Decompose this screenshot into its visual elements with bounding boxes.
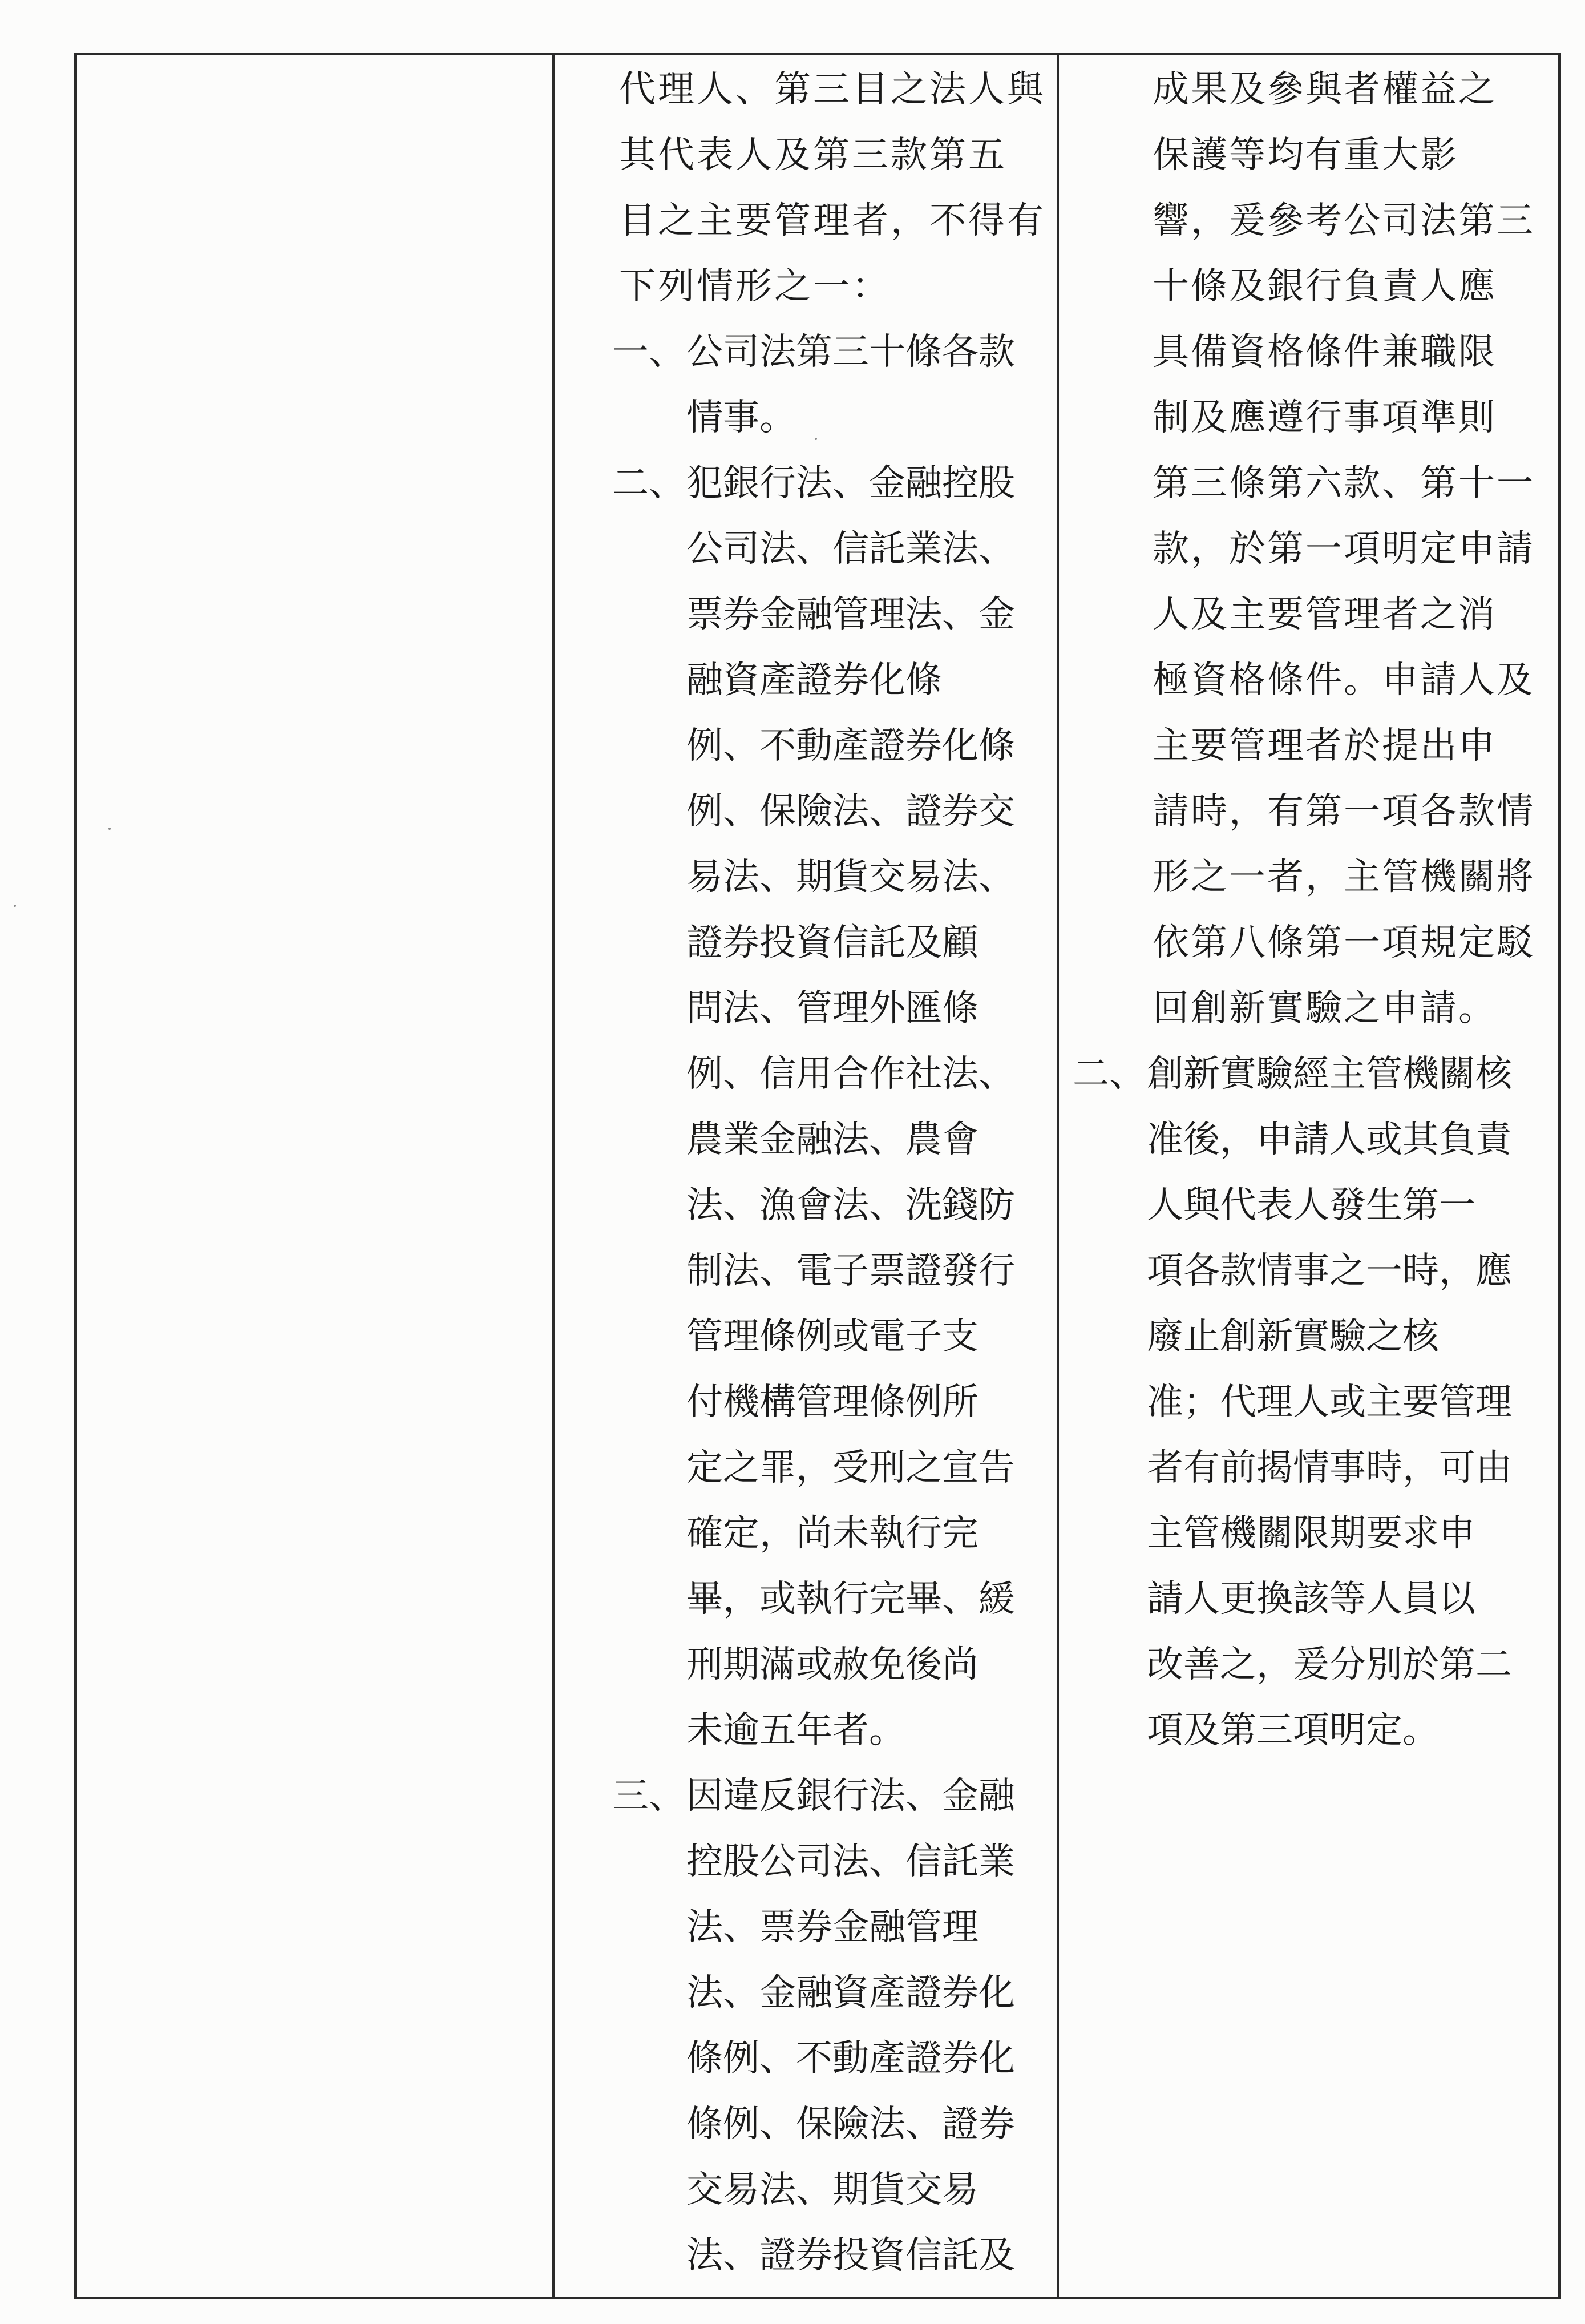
scan-speck	[108, 828, 111, 830]
text-line: 定之罪，受刑之宣告	[686, 1447, 1015, 1489]
text-line: 證券投資信託及顧	[686, 922, 979, 964]
text-line: 問法、管理外匯條	[686, 987, 979, 1030]
text-line: 法、證券投資信託及	[686, 2234, 1015, 2277]
text-line: 代理人、第三目之法人與	[619, 68, 1046, 111]
text-line: 管理條例或電子支	[686, 1316, 979, 1358]
explanation-intro	[1073, 57, 1552, 1042]
text-line: 十條及銀行負責人應	[1153, 265, 1497, 308]
table-right-border	[1558, 53, 1561, 2299]
text-line: 回創新實驗之申請。	[1153, 987, 1497, 1030]
table-bottom-border	[74, 2297, 1560, 2299]
text-line: 成果及參與者權益之	[1153, 68, 1497, 111]
text-line: 形之一者，主管機關將	[1153, 856, 1535, 898]
list-item-marker: 二、	[1073, 1053, 1146, 1095]
text-line: 第三條第六款、第十一	[1153, 462, 1535, 505]
text-line: 法、漁會法、洗錢防	[686, 1184, 1015, 1226]
explanation-column	[1073, 57, 1552, 1764]
list-item-marker: 三、	[612, 1775, 685, 1817]
list-item	[612, 1764, 1050, 2289]
text-line: 付機構管理條例所	[686, 1381, 979, 1423]
text-line: 犯銀行法、金融控股	[686, 462, 1015, 505]
text-line: 公司法第三十條各款	[686, 331, 1015, 373]
text-line: 人及主要管理者之消	[1153, 594, 1497, 636]
text-line: 例、保險法、證券交	[686, 790, 1015, 833]
text-line: 准；代理人或主要管理	[1147, 1381, 1512, 1423]
text-line: 人與代表人發生第一	[1147, 1184, 1475, 1226]
column-divider-right	[1057, 53, 1059, 2299]
article-intro	[619, 57, 1050, 320]
list-item	[612, 451, 1050, 1764]
text-line: 具備資格條件兼職限	[1153, 331, 1497, 373]
text-line: 票券金融管理法、金	[686, 594, 1015, 636]
list-item-marker: 二、	[612, 462, 685, 505]
text-line: 響，爰參考公司法第三	[1153, 200, 1535, 242]
column-divider-left	[552, 53, 555, 2299]
list-item	[1073, 1042, 1552, 1764]
table-top-border	[74, 53, 1560, 55]
text-line: 准後，申請人或其負責	[1147, 1119, 1512, 1161]
text-line: 例、信用合作社法、	[686, 1053, 1015, 1095]
explanation-items	[1073, 1042, 1552, 1764]
list-item-first-line	[612, 1764, 1050, 1829]
text-line: 情事。	[686, 397, 796, 439]
text-line: 法、金融資產證券化	[686, 1972, 1015, 2014]
text-line: 確定，尚未執行完	[686, 1512, 979, 1555]
text-line: 條例、不動產證券化	[686, 2037, 1015, 2080]
text-line: 控股公司法、信託業	[686, 1841, 1015, 1883]
text-line: 極資格條件。申請人及	[1153, 659, 1535, 701]
text-line: 條例、保險法、證券	[686, 2103, 1015, 2145]
table-left-border	[74, 53, 77, 2299]
list-item-first-line	[612, 451, 1050, 517]
text-line: 請人更換該等人員以	[1147, 1578, 1475, 1620]
text-line: 請時，有第一項各款情	[1153, 790, 1535, 833]
text-line: 目之主要管理者，不得有	[619, 200, 1046, 242]
list-item-marker: 一、	[612, 331, 685, 373]
text-line: 融資產證券化條	[686, 659, 942, 701]
text-line: 廢止創新實驗之核	[1147, 1316, 1439, 1358]
article-text-column	[612, 57, 1050, 2289]
text-line: 制及應遵行事項準則	[1153, 397, 1497, 439]
text-line: 者有前揭情事時，可由	[1147, 1447, 1512, 1489]
text-line: 款，於第一項明定申請	[1153, 528, 1535, 570]
list-item-first-line	[1073, 1042, 1552, 1107]
text-line: 主要管理者於提出申	[1153, 725, 1497, 767]
text-line: 易法、期貨交易法、	[686, 856, 1015, 898]
text-line: 農業金融法、農會	[686, 1119, 979, 1161]
text-line: 創新實驗經主管機關核	[1147, 1053, 1512, 1095]
text-line: 法、票券金融管理	[686, 1906, 979, 1948]
text-line: 制法、電子票證發行	[686, 1250, 1015, 1292]
text-line: 保護等均有重大影	[1153, 134, 1458, 176]
text-line: 公司法、信託業法、	[686, 528, 1015, 570]
list-item-first-line	[612, 320, 1050, 385]
text-line: 交易法、期貨交易	[686, 2169, 979, 2211]
text-line: 項及第三項明定。	[1147, 1709, 1439, 1752]
text-line: 改善之，爰分別於第二	[1147, 1644, 1512, 1686]
list-item	[612, 320, 1050, 451]
text-line: 例、不動產證券化條	[686, 725, 1015, 767]
text-line: 因違反銀行法、金融	[686, 1775, 1015, 1817]
scan-speck	[14, 905, 16, 907]
text-line: 畢，或執行完畢、緩	[686, 1578, 1015, 1620]
text-line: 項各款情事之一時，應	[1147, 1250, 1512, 1292]
text-line: 刑期滿或赦免後尚	[686, 1644, 979, 1686]
text-line: 依第八條第一項規定駁	[1153, 922, 1535, 964]
text-line: 下列情形之一：	[619, 265, 891, 308]
text-line: 其代表人及第三款第五	[619, 134, 1007, 176]
text-line: 主管機關限期要求申	[1147, 1512, 1475, 1555]
text-line: 未逾五年者。	[686, 1709, 905, 1752]
article-items	[612, 320, 1050, 2289]
